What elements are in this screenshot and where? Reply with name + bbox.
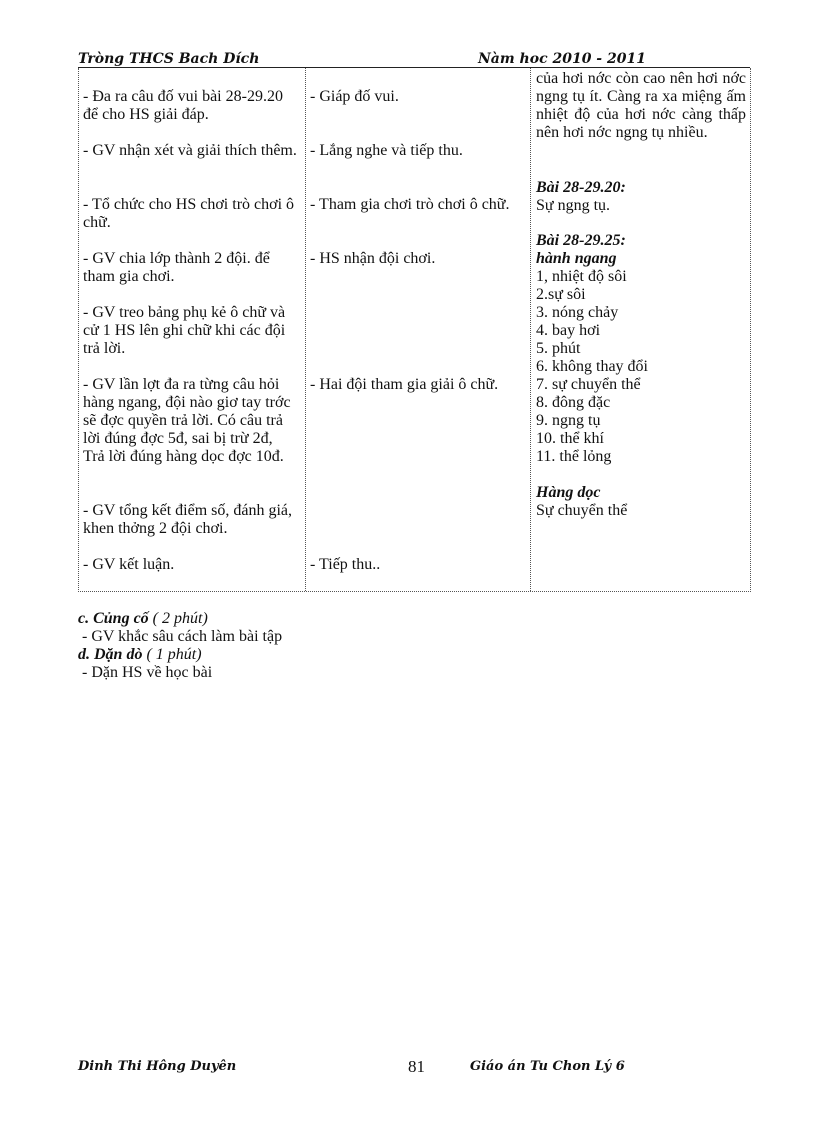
student-row-5: - Hai đội tham gia giải ô chữ. <box>310 376 499 393</box>
homework-time: ( 1 phút) <box>146 646 202 663</box>
homework-title: d. Dặn dò <box>78 646 143 663</box>
list-item: 3. nóng chảy <box>536 304 619 321</box>
page-number: 81 <box>408 1057 425 1076</box>
consolidation-time: ( 2 phút) <box>152 610 208 627</box>
list-item: 5. phút <box>536 340 581 357</box>
exercise-25-title: Bài 28-29.25: <box>536 232 626 249</box>
list-item: 6. không thay đổi <box>536 358 648 375</box>
teacher-row-2: - GV nhận xét và giải thích thêm. <box>83 142 297 159</box>
teacher-row-6: - GV lần lợt đa ra từng câu hỏi hàng ngang, đội nào giơ tay trớc sẽ đợc quyền trả lời. Có câu trả lời đúng đợc 5đ, sai bị trừ 2đ, Trả lời đúng hàng dọc đợc 10đ. <box>83 376 291 465</box>
list-item: 7. sự chuyển thể <box>536 376 641 393</box>
list-item: 4. bay hơi <box>536 322 601 339</box>
column-divider-1 <box>305 68 306 591</box>
student-row-2: - Lắng nghe và tiếp thu. <box>310 142 463 159</box>
list-item: 11. thể lỏng <box>536 448 612 465</box>
teacher-row-1: - Đa ra câu đố vui bài 28-29.20 để cho HS giải đáp. <box>83 88 283 123</box>
vertical-heading: Hàng dọc <box>536 484 601 501</box>
content-intro: của hơi nớc còn cao nên hơi nớc ngng tụ ít. Càng ra xa miệng ấm nhiệt độ của hơi nớc càng thấp nên hơi nớc ngng tụ nhiều. <box>536 70 746 141</box>
consolidation-text: - GV khắc sâu cách làm bài tập <box>78 628 283 645</box>
list-item: 9. ngng tụ <box>536 412 601 429</box>
consolidation-heading <box>78 610 208 628</box>
list-item: 8. đông đặc <box>536 394 611 411</box>
teacher-row-7: - GV tổng kết điểm số, đánh giá, khen thởng 2 đội chơi. <box>83 502 293 537</box>
activity-table <box>78 68 751 592</box>
exercise-20-title: Bài 28-29.20: <box>536 179 626 196</box>
student-row-1: - Giáp đố vui. <box>310 88 399 105</box>
vertical-answer: Sự chuyển thể <box>536 502 628 519</box>
student-row-3: - Tham gia chơi trò chơi ô chữ. <box>310 196 510 213</box>
teacher-row-5: - GV treo bảng phụ kẻ ô chữ và cử 1 HS lên ghi chữ khi các đội trả lời. <box>83 304 286 357</box>
teacher-row-3: - Tổ chức cho HS chơi trò chơi ô chữ. <box>83 196 295 231</box>
homework-heading <box>78 646 202 664</box>
column-divider-2 <box>530 68 531 591</box>
header-school: Tròng THCS Bach Dích <box>78 51 260 67</box>
exercise-20-answer: Sự ngng tụ. <box>536 197 611 214</box>
list-item: 1, nhiệt độ sôi <box>536 268 627 285</box>
header-school-year: Nàm hoc 2010 - 2011 <box>478 51 646 67</box>
list-item: 2.sự sôi <box>536 286 586 303</box>
homework-text: - Dặn HS về học bài <box>78 664 213 681</box>
horizontal-answer-list <box>536 268 746 466</box>
teacher-row-8: - GV kết luận. <box>83 556 175 573</box>
list-item: 10. thể khí <box>536 430 604 447</box>
consolidation-title: c. Củng cố <box>78 610 149 627</box>
student-row-6: - Tiếp thu.. <box>310 556 381 573</box>
horizontal-heading: hành ngang <box>536 250 617 267</box>
footer-document-title: Giáo án Tu Chon Lý 6 <box>470 1059 625 1074</box>
student-row-4: - HS nhận đội chơi. <box>310 250 436 267</box>
footer-author: Dinh Thi Hông Duyên <box>78 1059 237 1074</box>
teacher-row-4: - GV chia lớp thành 2 đội. để tham gia chơi. <box>83 250 270 285</box>
